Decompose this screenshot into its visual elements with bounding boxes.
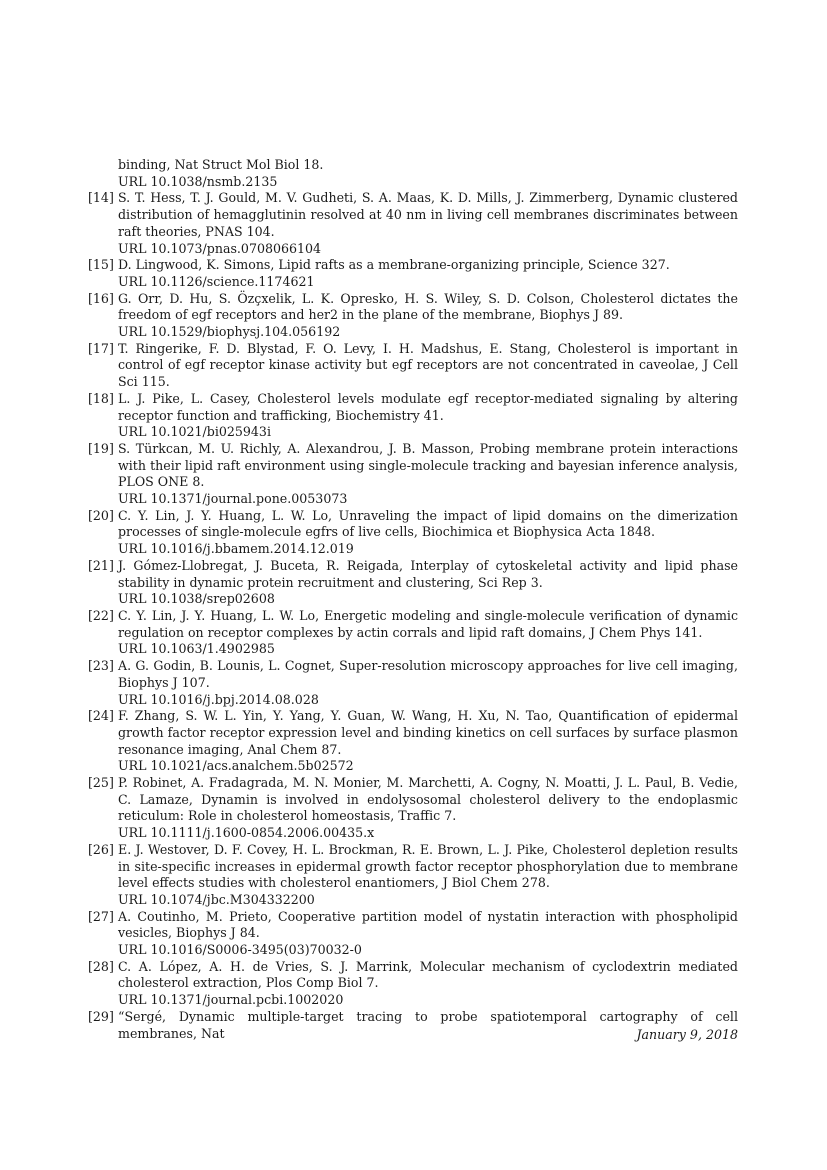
reference-number: [21]: [88, 557, 114, 573]
reference-url[interactable]: URL 10.1038/srep02608: [118, 591, 275, 607]
reference-number: [20]: [88, 507, 114, 523]
reference-list: [88, 157, 738, 1042]
reference-url[interactable]: URL 10.1021/acs.analchem.5b02572: [118, 758, 354, 774]
reference-item: [88, 708, 738, 775]
reference-text: D. Lingwood, K. Simons, Lipid rafts as a membrane-organizing principle, Science 327.: [118, 257, 670, 273]
reference-item: [88, 909, 738, 959]
reference-text: F. Zhang, S. W. L. Yin, Y. Yang, Y. Guan, W. Wang, H. Xu, N. Tao, Quantification of epidermal growth factor receptor expression level and binding kinetics on cell surfaces by surface plasmon resonance imaging, Anal Chem 87.: [118, 708, 738, 757]
reference-url[interactable]: URL 10.1016/S0006-3495(03)70032-0: [118, 942, 362, 958]
reference-item: [88, 959, 738, 1009]
reference-url[interactable]: URL 10.1063/1.4902985: [118, 641, 275, 657]
reference-number: [15]: [88, 257, 114, 273]
reference-text: J. Gómez-Llobregat, J. Buceta, R. Reigada, Interplay of cytoskeletal activity and lipid phase stability in dynamic protein recruitment and clustering, Sci Rep 3.: [118, 557, 738, 590]
reference-text: binding, Nat Struct Mol Biol 18.: [118, 157, 324, 172]
reference-url[interactable]: URL 10.1038/nsmb.2135: [118, 173, 278, 189]
reference-text: C. A. López, A. H. de Vries, S. J. Marrink, Molecular mechanism of cyclodextrin mediated cholesterol extraction, Plos Comp Biol 7.: [118, 958, 738, 991]
reference-number: [29]: [88, 1008, 114, 1024]
reference-number: [28]: [88, 958, 114, 974]
reference-url[interactable]: URL 10.1529/biophysj.104.056192: [118, 324, 341, 340]
reference-url[interactable]: URL 10.1016/j.bbamem.2014.12.019: [118, 541, 354, 557]
reference-item: [88, 157, 738, 190]
reference-number: [17]: [88, 340, 114, 356]
reference-number: [26]: [88, 841, 114, 857]
reference-url[interactable]: URL 10.1111/j.1600-0854.2006.00435.x: [118, 825, 375, 841]
reference-item: [88, 842, 738, 909]
reference-text: S. T. Hess, T. J. Gould, M. V. Gudheti, S. A. Maas, K. D. Mills, J. Zimmerberg, Dynamic clustered distribution of hemagglutinin resolved at 40 nm in living cell membranes discriminates between raft theories, PNAS 104.: [118, 190, 738, 239]
reference-item: [88, 775, 738, 842]
reference-item: [88, 341, 738, 391]
reference-number: [19]: [88, 440, 114, 456]
reference-number: [23]: [88, 658, 114, 674]
reference-number: [16]: [88, 290, 114, 306]
reference-number: [22]: [88, 607, 114, 623]
reference-text: L. J. Pike, L. Casey, Cholesterol levels modulate egf receptor-mediated signaling by altering receptor function and trafficking, Biochemistry 41.: [118, 390, 738, 423]
reference-text: P. Robinet, A. Fradagrada, M. N. Monier, M. Marchetti, A. Cogny, N. Moatti, J. L. Paul, B. Vedie, C. Lamaze, Dynamin is involved in endolysosomal cholesterol delivery to the endoplasmic reticulum: Role in cholesterol homeostasis, Traffic 7.: [118, 775, 738, 824]
reference-text: A. Coutinho, M. Prieto, Cooperative partition model of nystatin interaction with phospholipid vesicles, Biophys J 84.: [118, 908, 738, 941]
reference-number: [14]: [88, 190, 114, 206]
reference-text: E. J. Westover, D. F. Covey, H. L. Brockman, R. E. Brown, L. J. Pike, Cholesterol depletion results in site-specific increases in epidermal growth factor receptor phosphorylation due to membrane level effects studies with cholesterol enantiomers, J Biol Chem 278.: [118, 841, 738, 891]
reference-text: C. Y. Lin, J. Y. Huang, L. W. Lo, Unraveling the impact of lipid domains on the dimerization processes of single-molecule egfrs of live cells, Biochimica et Biophysica Acta 1848.: [118, 507, 738, 540]
reference-number: [25]: [88, 775, 114, 791]
reference-text: A. G. Godin, B. Lounis, L. Cognet, Super-resolution microscopy approaches for live cell imaging, Biophys J 107.: [118, 658, 738, 690]
reference-item: [88, 608, 738, 658]
reference-url[interactable]: URL 10.1073/pnas.0708066104: [118, 240, 322, 256]
reference-text: G. Orr, D. Hu, S. Özçxelik, L. K. Opresko, H. S. Wiley, S. D. Colson, Cholesterol dictates the freedom of egf receptors and her2 in the plane of the membrane, Biophys J 89.: [118, 290, 738, 323]
reference-item: [88, 391, 738, 441]
reference-url[interactable]: URL 10.1074/jbc.M304332200: [118, 891, 315, 907]
reference-url[interactable]: URL 10.1371/journal.pone.0053073: [118, 491, 348, 507]
reference-item: [88, 190, 738, 257]
reference-item: [88, 558, 738, 608]
reference-text: C. Y. Lin, J. Y. Huang, L. W. Lo, Energetic modeling and single-molecule verification of dynamic regulation on receptor complexes by actin corrals and lipid raft domains, J Chem Phys 141.: [118, 607, 738, 640]
reference-item: [88, 441, 738, 508]
reference-url[interactable]: URL 10.1021/bi025943i: [118, 424, 271, 440]
reference-number: [24]: [88, 708, 114, 724]
reference-text: S. Türkcan, M. U. Richly, A. Alexandrou, J. B. Masson, Probing membrane protein interactions with their lipid raft environment using single-molecule tracking and bayesian inference analysis, PLOS ONE 8.: [118, 440, 738, 490]
reference-item: [88, 658, 738, 708]
reference-text: “Sergé, Dynamic multiple-target tracing to probe spatiotemporal cartography of cell membranes, Nat: [118, 1008, 738, 1041]
footer-date: January 9, 2018: [636, 1027, 738, 1042]
reference-number: [27]: [88, 908, 114, 924]
reference-text: T. Ringerike, F. D. Blystad, F. O. Levy, I. H. Madshus, E. Stang, Cholesterol is important in control of egf receptor kinase activity but egf receptors are not concentrated in caveolae, J Cell Sci 115.: [118, 340, 738, 390]
reference-item: [88, 257, 738, 290]
reference-item: [88, 508, 738, 558]
reference-url[interactable]: URL 10.1371/journal.pcbi.1002020: [118, 992, 344, 1008]
reference-item: [88, 291, 738, 341]
reference-number: [18]: [88, 390, 114, 406]
reference-url[interactable]: URL 10.1126/science.1174621: [118, 273, 315, 289]
reference-url[interactable]: URL 10.1016/j.bpj.2014.08.028: [118, 691, 319, 707]
